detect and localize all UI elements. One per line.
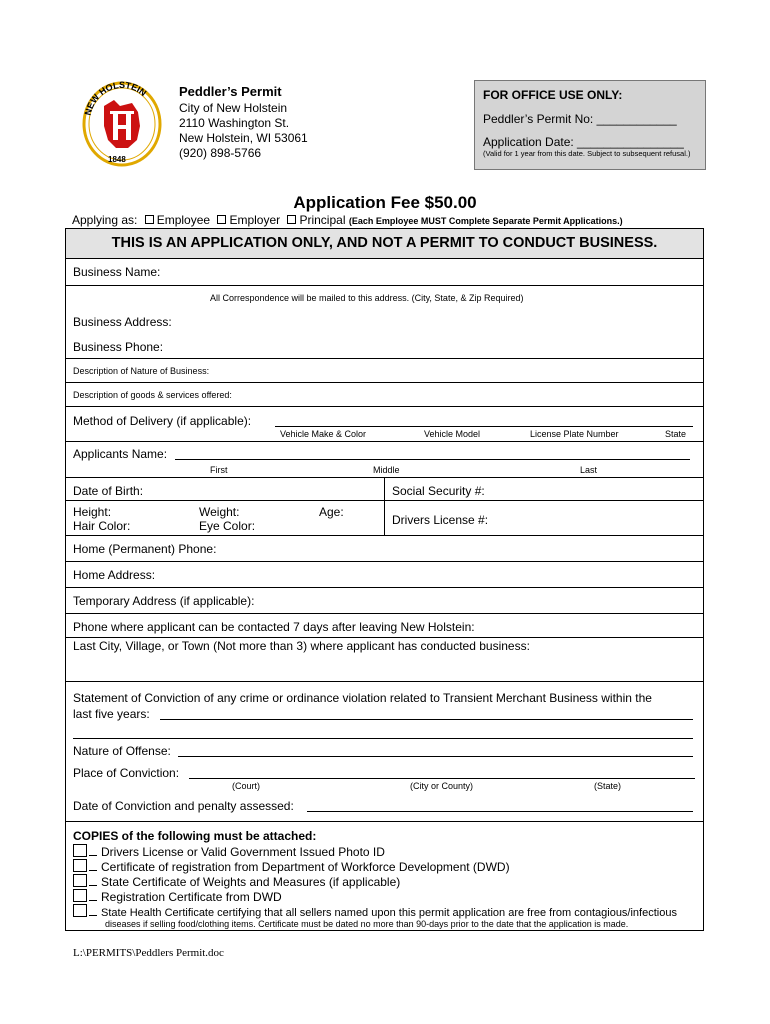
business-phone-label: Business Phone: bbox=[73, 340, 164, 354]
row-divider bbox=[65, 285, 704, 286]
row-divider bbox=[65, 587, 704, 588]
item-underscore bbox=[89, 900, 97, 901]
seal-arc-text: NEW HOLSTEIN bbox=[82, 79, 149, 117]
row-divider bbox=[65, 535, 704, 536]
health-certificate-continuation: diseases if selling food/clothing items. Certificate must be dated no more than 90-days prior to the date that the application is made. bbox=[105, 919, 629, 929]
row-divider bbox=[65, 382, 704, 383]
height-label: Height: bbox=[73, 505, 112, 519]
copy-item-label: State Health Certificate certifying that all sellers named upon this permit application are free from contagious/infectious bbox=[101, 907, 677, 919]
place-of-conviction-label: Place of Conviction: bbox=[73, 766, 180, 780]
applicant-name-label: Applicants Name: bbox=[73, 447, 168, 461]
business-address-label: Business Address: bbox=[73, 315, 172, 329]
copy-item-label: Certificate of registration from Department of Workforce Development (DWD) bbox=[101, 860, 510, 874]
delivery-method-field[interactable] bbox=[275, 426, 693, 427]
employer-option-label: Employer bbox=[229, 213, 281, 227]
nature-of-business-label: Description of Nature of Business: bbox=[73, 366, 210, 376]
state-caption-conviction: (State) bbox=[594, 781, 622, 791]
copy-item bbox=[73, 859, 510, 874]
copy-item-label: Drivers License or Valid Government Issued Photo ID bbox=[101, 845, 385, 859]
application-date-field[interactable]: Application Date: ________________ bbox=[483, 135, 684, 149]
conviction-statement-field[interactable] bbox=[160, 719, 693, 720]
city-street: 2110 Washington St. bbox=[179, 116, 290, 130]
city-seal-logo bbox=[80, 76, 164, 168]
applicant-name-field[interactable] bbox=[175, 459, 690, 460]
copy-item bbox=[73, 874, 400, 889]
row-divider bbox=[65, 681, 704, 682]
ssn-label: Social Security #: bbox=[392, 484, 485, 498]
conviction-years-label: last five years: bbox=[73, 707, 150, 721]
copy-item bbox=[73, 904, 677, 919]
dob-label: Date of Birth: bbox=[73, 484, 144, 498]
row-divider bbox=[65, 821, 704, 822]
place-of-conviction-field[interactable] bbox=[189, 778, 695, 779]
dwd-certificate-checkbox[interactable] bbox=[73, 859, 87, 872]
permit-number-field[interactable]: Peddler’s Permit No: ____________ bbox=[483, 112, 677, 126]
application-form bbox=[65, 228, 704, 931]
copy-item-label: State Certificate of Weights and Measures (if applicable) bbox=[101, 875, 401, 889]
delivery-method-label: Method of Delivery (if applicable): bbox=[73, 414, 252, 428]
principal-option-label: Principal bbox=[299, 213, 346, 227]
home-address-label: Home Address: bbox=[73, 568, 156, 582]
employer-checkbox[interactable] bbox=[217, 215, 226, 224]
court-caption: (Court) bbox=[232, 781, 261, 791]
conviction-statement-field-2[interactable] bbox=[73, 738, 693, 739]
offense-field[interactable] bbox=[178, 756, 693, 757]
item-underscore bbox=[89, 885, 97, 886]
column-divider bbox=[384, 477, 385, 535]
temp-address-label: Temporary Address (if applicable): bbox=[73, 594, 255, 608]
application-fee-heading: Application Fee $50.00 bbox=[293, 193, 477, 212]
conviction-date-field[interactable] bbox=[307, 811, 693, 812]
offense-label: Nature of Offense: bbox=[73, 744, 171, 758]
vehicle-model-caption: Vehicle Model bbox=[424, 429, 481, 439]
eye-color-label: Eye Color: bbox=[199, 519, 256, 533]
principal-checkbox[interactable] bbox=[287, 215, 296, 224]
row-divider bbox=[65, 358, 704, 359]
validity-note: (Valid for 1 year from this date. Subject to subsequent refusal.) bbox=[483, 149, 691, 158]
copies-title: COPIES of the following must be attached: bbox=[73, 829, 317, 843]
item-underscore bbox=[89, 915, 97, 916]
weight-label: Weight: bbox=[199, 505, 240, 519]
copy-item bbox=[73, 844, 385, 859]
employee-option-label: Employee bbox=[156, 213, 211, 227]
employee-checkbox[interactable] bbox=[145, 215, 154, 224]
applying-as-row bbox=[72, 213, 623, 227]
applying-note: (Each Employee MUST Complete Separate Permit Applications.) bbox=[348, 216, 623, 226]
city-county-caption: (City or County) bbox=[410, 781, 474, 791]
row-divider bbox=[65, 441, 704, 442]
goods-services-label: Description of goods & services offered: bbox=[73, 390, 232, 400]
row-divider bbox=[65, 613, 704, 614]
conviction-date-label: Date of Conviction and penalty assessed: bbox=[73, 799, 294, 813]
row-divider bbox=[65, 561, 704, 562]
file-path-footer: L:\PERMITS\Peddlers Permit.doc bbox=[73, 947, 224, 959]
state-caption: State bbox=[665, 429, 687, 439]
copy-item bbox=[73, 889, 282, 904]
last-name-caption: Last bbox=[580, 465, 598, 475]
not-a-permit-banner: THIS IS AN APPLICATION ONLY, AND NOT A PERMIT TO CONDUCT BUSINESS. bbox=[66, 229, 703, 259]
contact-phone-label: Phone where applicant can be contacted 7 days after leaving New Holstein: bbox=[73, 620, 475, 634]
city-citystate: New Holstein, WI 53061 bbox=[179, 131, 308, 145]
row-divider bbox=[65, 406, 704, 407]
weights-measures-checkbox[interactable] bbox=[73, 874, 87, 887]
age-label: Age: bbox=[319, 505, 344, 519]
middle-name-caption: Middle bbox=[373, 465, 400, 475]
registration-certificate-checkbox[interactable] bbox=[73, 889, 87, 902]
row-divider bbox=[65, 637, 704, 638]
city-name: City of New Holstein bbox=[179, 101, 288, 115]
business-name-label: Business Name: bbox=[73, 265, 161, 279]
item-underscore bbox=[89, 855, 97, 856]
city-phone: (920) 898-5766 bbox=[179, 146, 262, 160]
copy-item-label: Registration Certificate from DWD bbox=[101, 890, 282, 904]
office-use-box bbox=[474, 80, 706, 170]
correspondence-note: All Correspondence will be mailed to this address. (City, State, & Zip Required) bbox=[210, 293, 524, 303]
license-plate-caption: License Plate Number bbox=[530, 429, 619, 439]
vehicle-make-caption: Vehicle Make & Color bbox=[280, 429, 367, 439]
permit-title: Peddler’s Permit bbox=[179, 84, 282, 99]
drivers-license-label: Drivers License #: bbox=[392, 513, 489, 527]
first-name-caption: First bbox=[210, 465, 228, 475]
applying-as-label: Applying as: bbox=[72, 213, 138, 227]
office-use-title: FOR OFFICE USE ONLY: bbox=[483, 88, 623, 102]
conviction-statement-label: Statement of Conviction of any crime or ordinance violation related to Transient Merchant Business within the bbox=[73, 691, 652, 705]
hair-color-label: Hair Color: bbox=[73, 519, 131, 533]
drivers-license-checkbox[interactable] bbox=[73, 844, 87, 857]
home-phone-label: Home (Permanent) Phone: bbox=[73, 542, 217, 556]
health-certificate-checkbox[interactable] bbox=[73, 904, 87, 917]
last-city-label: Last City, Village, or Town (Not more than 3) where applicant has conducted business: bbox=[73, 639, 530, 653]
seal-year: 1848 bbox=[108, 155, 126, 164]
item-underscore bbox=[89, 870, 97, 871]
